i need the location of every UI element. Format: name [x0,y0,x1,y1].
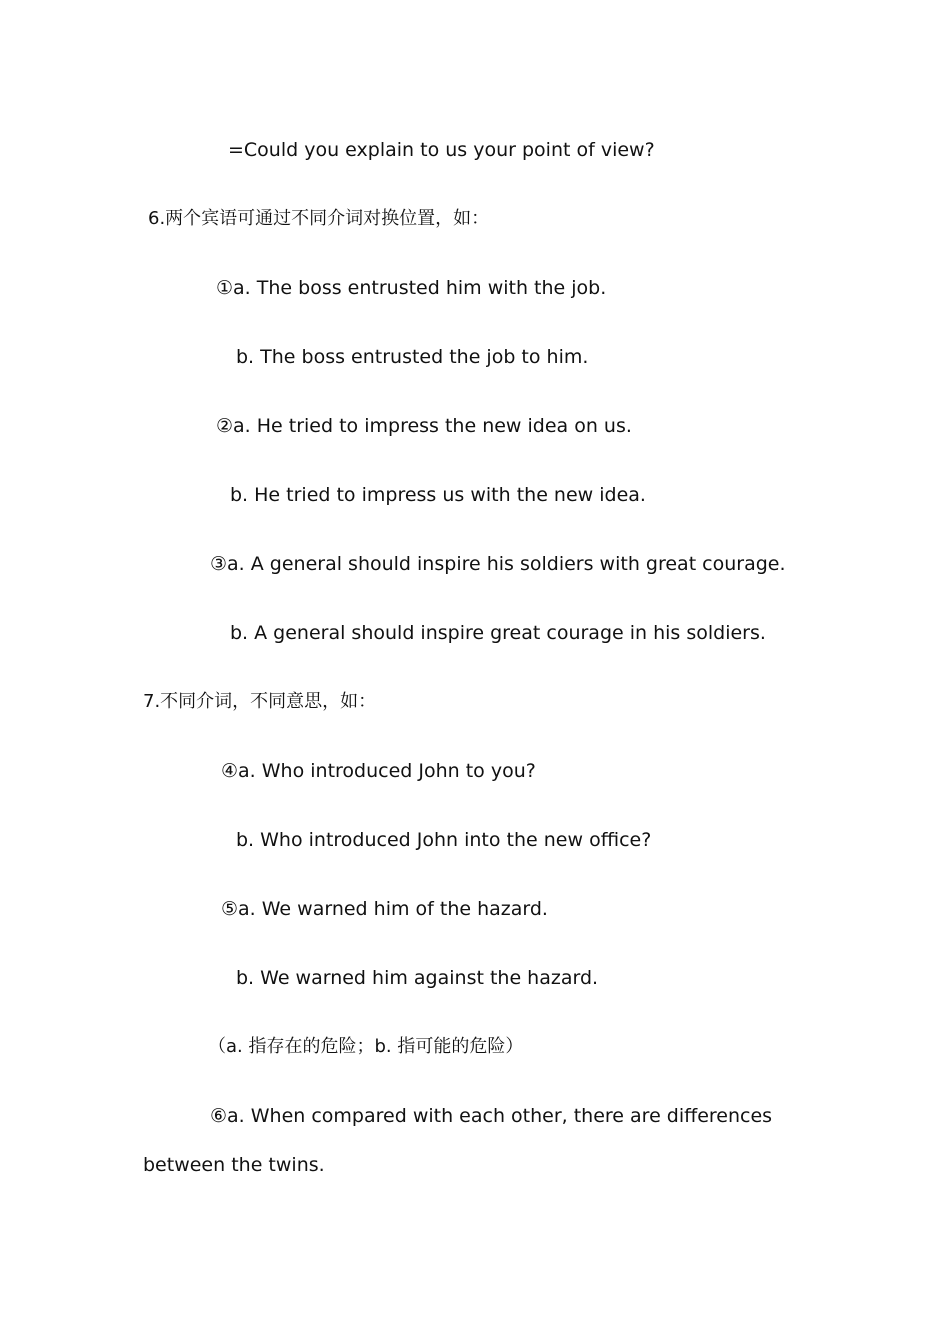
example-1a: ①a. The boss entrusted him with the job. [216,277,607,299]
example-3a: ③a. A general should inspire his soldiers with great courage. [210,553,786,575]
example-1b: b. The boss entrusted the job to him. [236,346,589,368]
example-4b: b. Who introduced John into the new office? [236,829,652,851]
example-5b: b. We warned him against the hazard. [236,967,599,989]
text-line-restatement: =Could you explain to us your point of view? [228,139,655,161]
example-2a: ②a. He tried to impress the new idea on us. [216,415,632,437]
section-heading-6: 6.两个宾语可通过不同介词对换位置，如： [148,208,490,229]
example-6a: ⑥a. When compared with each other, there are differences [210,1105,773,1127]
example-2b: b. He tried to impress us with the new idea. [230,484,646,506]
section-heading-7: 7.不同介词，不同意思，如： [143,691,377,712]
example-4a: ④a. Who introduced John to you? [221,760,536,782]
example-6a-continuation: between the twins. [143,1154,325,1176]
note-line: （a. 指存在的危险；b. 指可能的危险） [208,1036,524,1057]
example-3b: b. A general should inspire great courage in his soldiers. [230,622,766,644]
example-5a: ⑤a. We warned him of the hazard. [221,898,548,920]
